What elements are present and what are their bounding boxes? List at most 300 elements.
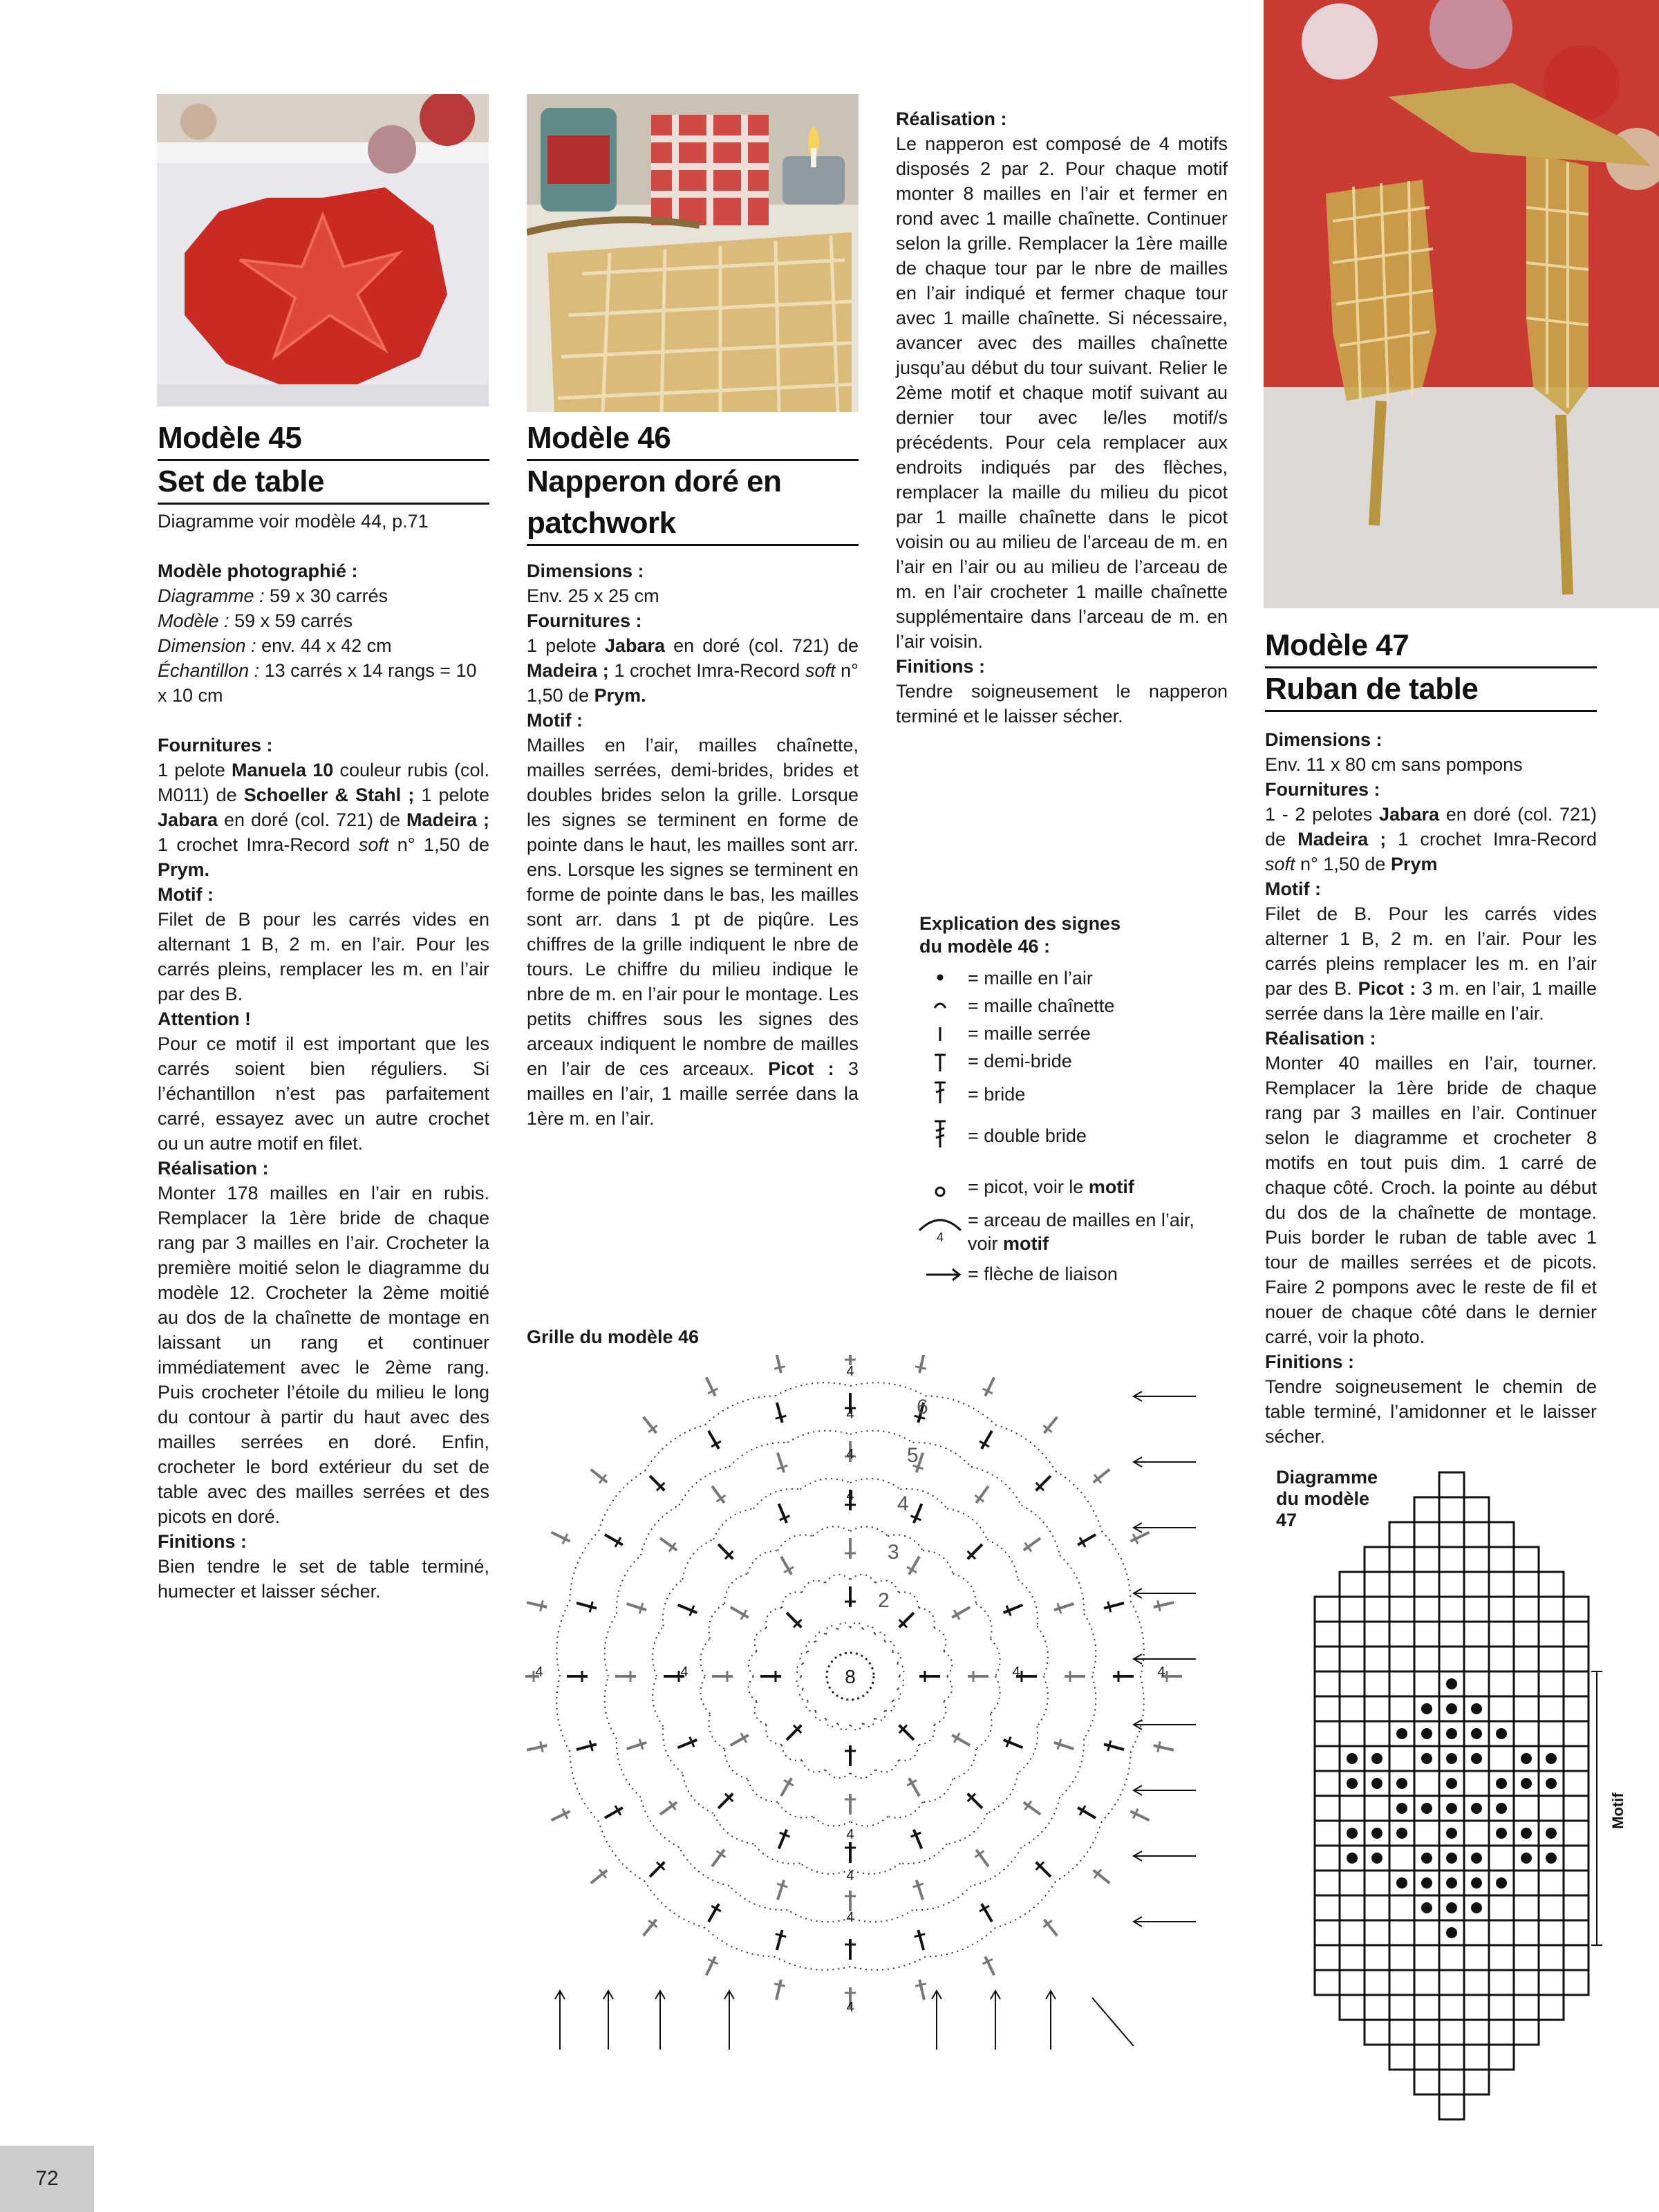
chain-arch	[709, 1604, 724, 1639]
filet-cell	[1315, 1647, 1340, 1671]
filet-cell	[1489, 1945, 1514, 1970]
filled-square-dot	[1421, 1703, 1432, 1714]
round-number: 2	[878, 1589, 890, 1612]
filet-cell	[1514, 1671, 1539, 1696]
filled-square-dot	[1471, 1803, 1482, 1814]
realisation-text: Monter 178 mailles en l’air en rubis. Remplacer la 1ère bride de chaque rang par 3 mailles en l’air. Crocheter la première moitié selon le diagramme du modèle 12. Crocheter la 2ème moitié au dos de la chaînette de montage en laissant un rang et continuer immédiatement avec le 2ème rang. Puis crocheter l’étoile du milieu le long du contour à partir du haut avec des mailles serrées en doré. Enfin, crocheter le bord extérieur du set de table avec des mailles serrées et des picots en doré.	[158, 1183, 489, 1527]
filet-cell	[1564, 1671, 1588, 1696]
motif-side-label: Motif	[1609, 1792, 1627, 1829]
filet-cell	[1439, 2045, 1464, 2070]
filled-square-dot	[1496, 1778, 1507, 1789]
filet-cell	[1489, 2045, 1514, 2070]
filet-cell	[1564, 1721, 1588, 1746]
chain-arch-symbol	[919, 1220, 961, 1230]
filet-cell	[1539, 1920, 1564, 1945]
stitch	[552, 1811, 570, 1820]
round-number: 3	[888, 1541, 899, 1564]
filled-square-dot	[1446, 1728, 1457, 1739]
chain-arch	[700, 1676, 710, 1714]
stitch	[650, 1862, 664, 1877]
filled-square-dot	[1521, 1828, 1532, 1839]
filet-cell	[1439, 1622, 1464, 1647]
stitch	[985, 1378, 994, 1396]
filet-cell	[1539, 1671, 1564, 1696]
filet-cell	[1464, 1771, 1489, 1796]
filet-cell	[1340, 1597, 1365, 1622]
filled-square-dot	[1446, 1828, 1457, 1839]
filet-cell	[1365, 1671, 1389, 1696]
chain-arch	[653, 1676, 663, 1726]
chain-arch	[755, 1701, 767, 1725]
filet-cell	[1389, 1671, 1414, 1696]
chain-arch	[787, 1431, 850, 1443]
filet-cell	[1340, 1945, 1365, 1970]
chain-arch	[826, 1718, 838, 1727]
filled-square-dot	[1421, 1877, 1432, 1888]
chain-arch	[892, 1652, 901, 1664]
filet-cell	[1489, 1920, 1514, 1945]
chain-arch	[816, 1710, 826, 1720]
chain-arch	[748, 1550, 778, 1573]
filet-cell	[1489, 1572, 1514, 1597]
stitch-bar	[1158, 1741, 1161, 1752]
chain-arch	[782, 1745, 802, 1761]
legend-title: Explication des signes du modèle 46 :	[919, 913, 1121, 957]
crochet-grid-modele-46	[525, 1355, 1210, 2053]
filet-cell	[1389, 1597, 1414, 1622]
chain-arch	[850, 1863, 900, 1873]
filet-cell	[1315, 1721, 1340, 1746]
filet-cell	[1564, 1647, 1588, 1671]
chain-arch	[934, 1628, 946, 1651]
stitch	[552, 1533, 570, 1541]
arc-count: 4	[846, 1407, 854, 1422]
supplies-text: 1 pelote Jabara en doré (col. 721) de Madeira ; 1 crochet Imra-Record soft n° 1,50 de Prym.	[527, 635, 859, 706]
filet-cell	[1489, 1522, 1514, 1547]
stitch	[1104, 1744, 1124, 1750]
realisation-heading: Réalisation :	[1265, 1028, 1376, 1049]
chain-arch	[753, 1844, 800, 1864]
finishing-text: Tendre soigneusement le chemin de table terminé, l’amidonner et le laisser sécher.	[1265, 1376, 1597, 1447]
filled-square-dot	[1371, 1778, 1382, 1789]
filet-cell	[1340, 1671, 1365, 1696]
chain-arch	[802, 1581, 825, 1593]
filled-square-dot	[1471, 1877, 1482, 1888]
filet-cell	[1564, 1696, 1588, 1721]
chain-arch	[605, 1676, 617, 1739]
chain-arch	[816, 1633, 826, 1642]
filled-square-dot	[1446, 1778, 1457, 1789]
stitch-bar	[915, 1984, 926, 1987]
filet-cell	[1389, 2020, 1414, 2045]
chain-arch	[826, 1626, 838, 1634]
filet-cell	[1489, 1846, 1514, 1871]
picot-symbol	[936, 1188, 944, 1196]
filet-cell	[1389, 1647, 1414, 1671]
filet-cell	[1489, 1647, 1514, 1671]
chain-arch	[991, 1676, 1000, 1714]
filet-cell	[1389, 1622, 1414, 1647]
chain-arch	[1102, 1531, 1131, 1601]
stitch	[918, 1930, 924, 1950]
stitch	[706, 1378, 715, 1396]
filet-cell	[1315, 1771, 1340, 1796]
chain-arch	[1037, 1676, 1047, 1726]
filet-cell	[1489, 1547, 1514, 1572]
stitch-bar	[1108, 1602, 1111, 1612]
chain-arch	[800, 1479, 850, 1489]
chain-arch	[556, 1601, 570, 1676]
stitch	[577, 1603, 597, 1609]
filet-cell	[1315, 1895, 1340, 1920]
chain-arch	[683, 1773, 713, 1813]
motif-heading: Motif :	[527, 710, 583, 731]
filet-cell	[1464, 1995, 1489, 2020]
slip-stitch-symbol	[935, 1004, 946, 1008]
filet-cell	[1514, 1920, 1539, 1945]
filled-square-dot	[1546, 1778, 1557, 1789]
stitch	[899, 1613, 914, 1627]
chain-arch	[1018, 1580, 1038, 1627]
chain-arch	[748, 1779, 778, 1801]
chain-arch	[796, 1664, 803, 1676]
chain-arch	[1037, 1627, 1047, 1676]
motif-text: Mailles en l’air, mailles chaînette, mailles serrées, demi-brides, brides et doubles brides selon la grille. Lorsque les signes se terminent en forme de pointe dans le haut, les mailles sont arr. ens. Lorsque les signes se terminent en forme de pointe dans le bas, les mailles sont arr. dans 1 pt de piqûre. Les chiffres de la grille indiquent le nbre de tours. Le chiffre du milieu indique le nbre de m. en l’air pour le montage. Les petits chiffres sous les signes des arceaux indiquent le nombre de mailles en l’air de ces arceaux. Picot : 3 mailles en l’air, 1 maille serrée dans la 1ère m. en l’air.	[527, 735, 859, 1129]
chain-arch	[775, 1382, 850, 1396]
filet-cell	[1514, 1895, 1539, 1920]
filled-square-dot	[1347, 1853, 1358, 1864]
filet-cell	[1514, 1647, 1539, 1671]
filled-square-dot	[1446, 1877, 1457, 1888]
chain-arch	[850, 1957, 926, 1970]
filet-cell	[1414, 1821, 1439, 1846]
attention-heading: Attention !	[158, 1009, 251, 1029]
chain-arch	[947, 1509, 987, 1539]
realisation-text: Le napperon est composé de 4 motifs disposés 2 par 2. Pour chaque motif monter 8 mailles en l’air et fermer en rond avec 1 maille chaînette. Continuer selon la grille. Remplacer la 1ère maille de chaque tour par le nbre de mailles en l’air indiqué et fermer chaque tour avec 1 maille chaînette. Si nécessaire, avancer avec des mailles chaînette jusqu’au début du tour suivant. Relier le 2ème motif et chaque motif suivant au dernier tour avec le/les motif/s précédents. Pour cela remplacer aux endroits indiqués par des flèches, remplacer la maille du milieu du picot par 1 maille chaînette dans le picot voisin ou au milieu de l’arceau de m. en l’air en l’air ou au milieu de l’arceau de m. en l’air crocheter 1 maille chaînette supplémentaire dans l’arceau de m. en l’air voisin.	[896, 133, 1228, 652]
stitch	[919, 1355, 924, 1373]
legend-row: = picot, voir le motif	[968, 1177, 1134, 1197]
filet-cell	[1315, 1846, 1340, 1871]
stitch	[899, 1725, 914, 1740]
chain-arch	[850, 1770, 875, 1778]
round-number: 4	[897, 1492, 909, 1515]
photo-modele-45	[157, 94, 489, 406]
arc-count: 4	[846, 2000, 854, 2015]
model-size: Modèle : 59 x 59 carrés	[158, 610, 353, 631]
chain-arch	[884, 1700, 894, 1711]
filled-square-dot	[1371, 1828, 1382, 1839]
supplies-text: 1 - 2 pelotes Jabara en doré (col. 721) de Madeira ; 1 crochet Imra-Record soft n° 1,50 de Prym	[1265, 804, 1597, 874]
filet-cell	[1489, 1622, 1514, 1647]
legend-row: = maille serrée	[968, 1023, 1091, 1044]
filled-square-dot	[1546, 1853, 1557, 1864]
supplies-heading: Fournitures :	[527, 610, 642, 631]
filet-cell	[1539, 1597, 1564, 1622]
chain-arch	[800, 1652, 808, 1664]
filled-square-dot	[1421, 1728, 1432, 1739]
title-line-2: Napperon doré en	[527, 465, 782, 498]
filled-square-dot	[1347, 1778, 1358, 1789]
filet-cell	[1464, 1622, 1489, 1647]
column-modele-47	[1265, 625, 1597, 1449]
legend-symbols	[912, 961, 968, 1293]
chain-arch	[850, 1622, 863, 1629]
chain-arch	[807, 1700, 816, 1711]
stitch	[985, 1956, 994, 1975]
chain-arch	[899, 1745, 919, 1761]
arc-count: 4	[535, 1665, 543, 1680]
filet-cell	[1464, 2045, 1489, 2070]
filet-cell	[1439, 1970, 1464, 1995]
supplies-heading: Fournitures :	[1265, 779, 1380, 800]
chain-arch	[919, 1608, 935, 1628]
filet-cell	[1514, 1696, 1539, 1721]
stitch-bar	[590, 1602, 592, 1612]
filled-square-dot	[1396, 1778, 1407, 1789]
filet-cell	[1489, 1597, 1514, 1622]
diagram-47-label: Diagramme du modèle 47	[1276, 1467, 1378, 1530]
chain-arch	[991, 1639, 1000, 1676]
filet-cell	[1514, 1796, 1539, 1821]
filled-square-dot	[1421, 1753, 1432, 1764]
filled-square-dot	[1496, 1728, 1507, 1739]
page-number: 72	[0, 2146, 94, 2212]
filet-cell	[1489, 1995, 1514, 2020]
filled-square-dot	[1471, 1753, 1482, 1764]
motif-heading: Motif :	[158, 884, 214, 905]
filet-cell	[1439, 1547, 1464, 1572]
filled-square-dot	[1421, 1803, 1432, 1814]
chain-arch	[755, 1628, 767, 1651]
filet-cell	[1439, 1995, 1464, 2020]
stitch-bar	[915, 1934, 925, 1937]
center-number: 8	[845, 1666, 856, 1687]
chain-arch	[705, 1928, 775, 1957]
filet-cell	[1514, 1995, 1539, 2020]
chain-arch	[850, 1382, 926, 1396]
filled-square-dot	[1396, 1877, 1407, 1888]
stitch	[527, 1745, 547, 1750]
filet-cell	[1414, 1920, 1439, 1945]
filet-cell	[1564, 1970, 1588, 1995]
filet-cell	[1365, 1995, 1389, 2020]
filet-cell	[1514, 1547, 1539, 1572]
chain-arch	[850, 1817, 888, 1826]
chain-arch	[766, 1608, 782, 1628]
filet-cell	[1389, 2045, 1414, 2070]
filet-cell	[1439, 1647, 1464, 1671]
filet-cell	[1464, 1547, 1489, 1572]
chain-arch	[813, 1817, 850, 1826]
finishing-heading: Finitions :	[158, 1531, 247, 1552]
legend-row: = arceau de mailles en l’air, voir motif	[968, 1210, 1194, 1254]
filet-cell	[1414, 1547, 1439, 1572]
filet-cell	[1564, 1597, 1588, 1622]
chain-arch	[987, 1773, 1018, 1813]
photo-modele-47	[1264, 0, 1659, 608]
stitch	[718, 1544, 733, 1559]
finishing-heading: Finitions :	[896, 656, 985, 677]
filet-cell	[1564, 1771, 1588, 1796]
filet-cell	[1315, 1945, 1340, 1970]
chain-arch	[800, 1863, 850, 1873]
stitch-bar	[915, 1367, 926, 1369]
filet-cell	[1564, 1895, 1588, 1920]
filled-square-dot	[1421, 1853, 1432, 1864]
filet-cell	[1539, 1721, 1564, 1746]
filet-cell	[1315, 1746, 1340, 1771]
filet-cell	[1439, 2070, 1464, 2094]
filled-square-dot	[1347, 1753, 1358, 1764]
chain-arch	[838, 1723, 850, 1730]
filet-cell	[1489, 1970, 1514, 1995]
filled-square-dot	[1371, 1753, 1382, 1764]
chain-arch	[874, 1710, 885, 1720]
filet-cell	[1489, 1895, 1514, 1920]
filet-cell	[1514, 1970, 1539, 1995]
chain-arch	[976, 1714, 992, 1749]
filled-square-dot	[1496, 1803, 1507, 1814]
arc-count: 4	[680, 1665, 688, 1680]
stitch-bar	[541, 1600, 543, 1611]
stitch	[1154, 1602, 1174, 1607]
chain-arch	[683, 1539, 713, 1580]
arc-count: 4	[846, 1910, 854, 1925]
filet-cell	[1365, 1622, 1389, 1647]
filet-cell	[1514, 1622, 1539, 1647]
svg-text:4: 4	[936, 1230, 944, 1244]
filet-cell	[1365, 1597, 1389, 1622]
filet-cell	[1414, 1671, 1439, 1696]
chain-arch	[897, 1664, 904, 1676]
filet-cell	[1439, 1522, 1464, 1547]
dimension: Dimension : env. 44 x 42 cm	[158, 635, 392, 656]
filet-cell	[1365, 1572, 1389, 1597]
round-number: 6	[917, 1396, 928, 1418]
column-modele-46-realisation	[896, 106, 1228, 729]
filled-square-dot	[1446, 1703, 1457, 1714]
filet-cell	[1414, 1522, 1439, 1547]
filet-cell	[1539, 1945, 1564, 1970]
stitch-bar	[541, 1741, 543, 1752]
filet-cell	[1464, 1821, 1489, 1846]
filet-cell	[1414, 1970, 1439, 1995]
chain-arch	[705, 1396, 775, 1425]
filet-cell	[1365, 2020, 1389, 2045]
chain-arch	[753, 1489, 800, 1509]
filet-cell	[1315, 1871, 1340, 1895]
filled-square-dot	[1396, 1828, 1407, 1839]
filled-square-dot	[1446, 1753, 1457, 1764]
chain-arch	[944, 1651, 952, 1676]
title-line-3: patchwork	[527, 503, 859, 546]
filet-cell	[1414, 1597, 1439, 1622]
stitch	[718, 1794, 733, 1808]
filet-cell	[1340, 1970, 1365, 1995]
chain-arch	[838, 1622, 850, 1629]
filet-cell	[1564, 1796, 1588, 1821]
filet-cell	[1439, 1472, 1464, 1497]
filet-cell	[1464, 1920, 1489, 1945]
filet-cell	[1464, 1647, 1489, 1671]
diagram-size: Diagramme : 59 x 30 carrés	[158, 585, 388, 606]
filet-cell	[1539, 1995, 1564, 2020]
filet-cell	[1414, 2020, 1439, 2045]
legend-row: = double bride	[968, 1125, 1087, 1146]
chain-arch	[953, 1749, 975, 1779]
filet-cell	[1564, 1871, 1588, 1895]
filled-square-dot	[1446, 1902, 1457, 1913]
title-line-2: Set de table	[158, 461, 489, 505]
filet-cell	[1564, 1821, 1588, 1846]
filet-cell	[1564, 1746, 1588, 1771]
chain-arch	[1102, 1752, 1131, 1821]
stitch	[1154, 1745, 1174, 1750]
filet-cell	[1365, 1895, 1389, 1920]
filet-cell	[1439, 1945, 1464, 1970]
filet-cell	[1315, 1696, 1340, 1721]
filet-cell	[1564, 1945, 1588, 1970]
stitch	[968, 1544, 982, 1559]
legend-row: = maille en l’air	[968, 968, 1093, 988]
filet-cell	[1365, 1920, 1389, 1945]
chain-arch	[919, 1725, 935, 1745]
chain-arch	[1084, 1676, 1096, 1739]
column-modele-45	[158, 418, 489, 1604]
stitch	[777, 1403, 782, 1423]
filet-cell	[1514, 1945, 1539, 1970]
stitch	[706, 1956, 715, 1975]
filet-cell	[1340, 1871, 1365, 1895]
filet-cell	[1340, 1796, 1365, 1821]
filled-square-dot	[1521, 1778, 1532, 1789]
dimensions-text: Env. 11 x 80 cm sans pompons	[1265, 754, 1523, 775]
realisation-heading: Réalisation :	[158, 1158, 269, 1179]
chain-arch	[953, 1574, 975, 1604]
chain-arch	[782, 1592, 802, 1608]
chain-arch	[802, 1760, 825, 1772]
arc-count: 4	[846, 1868, 854, 1884]
chain-arch	[1084, 1613, 1096, 1676]
filet-cell	[1365, 1696, 1389, 1721]
filled-square-dot	[1396, 1728, 1407, 1739]
dimensions-heading: Dimensions :	[527, 561, 644, 581]
filet-cell	[1340, 1572, 1365, 1597]
chain-arch	[724, 1749, 747, 1779]
filet-cell	[1365, 1970, 1389, 1995]
stitch	[787, 1725, 801, 1740]
stitch	[919, 1980, 924, 2000]
filled-square-dot	[1546, 1828, 1557, 1839]
chain-arch	[653, 1627, 663, 1676]
chain-arch	[850, 1479, 900, 1489]
chain-arch	[775, 1957, 850, 1970]
arc-count: 4	[1157, 1665, 1165, 1680]
filet-cell	[1539, 1871, 1564, 1895]
filet-cell	[1464, 1572, 1489, 1597]
filet-cell	[1365, 1547, 1389, 1572]
filet-cell	[1439, 2094, 1464, 2119]
chain-arch	[787, 1910, 850, 1922]
legend-row: = maille chaînette	[968, 995, 1115, 1016]
filled-square-dot	[1371, 1853, 1382, 1864]
chain-arch	[825, 1575, 850, 1583]
filet-cell	[1514, 1572, 1539, 1597]
title-line-2: Ruban de table	[1265, 668, 1597, 712]
chain-arch	[749, 1651, 757, 1676]
filet-cell	[1315, 1622, 1340, 1647]
chain-arch	[766, 1725, 782, 1745]
